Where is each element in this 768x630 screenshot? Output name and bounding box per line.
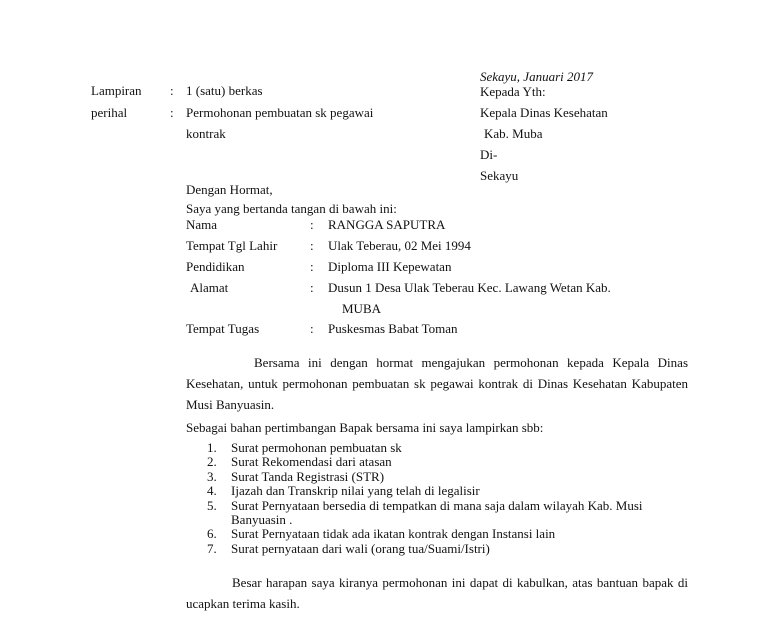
- field-label-alamat: Alamat: [190, 280, 229, 295]
- list-item-text: Surat Rekomendasi dari atasan: [231, 454, 392, 470]
- perihal-value: Permohonan pembuatan sk pegawai: [186, 105, 374, 120]
- field-label-tugas: Tempat Tugas: [186, 321, 260, 336]
- list-number: 5.: [207, 497, 217, 513]
- recipient-line: Kab. Muba: [484, 126, 543, 141]
- field-colon: :: [310, 259, 314, 274]
- list-item-text: Surat pernyataan dari wali (orang tua/Suami/Istri): [231, 540, 490, 556]
- field-label-pendidikan: Pendidikan: [186, 259, 245, 274]
- attachments-list: [207, 441, 671, 556]
- closing-paragraph-text: Besar harapan saya kiranya permohonan ini dapat di kabulkan, atas bantuan bapak di ucapkan terima kasih.: [186, 575, 688, 611]
- perihal-colon: :: [170, 105, 174, 120]
- recipient-line: Kepala Dinas Kesehatan: [480, 105, 608, 120]
- body-paragraph-text: Bersama ini dengan hormat mengajukan permohonan kepada Kepala Dinas Kesehatan, untuk permohonan pembuatan sk pegawai kontrak di Dinas Kesehatan Kabupaten Musi Banyuasin.: [186, 355, 688, 412]
- field-colon: :: [310, 280, 314, 295]
- list-number: 7.: [207, 540, 217, 556]
- recipient-line: Kepada Yth:: [480, 84, 546, 99]
- recipient-line: Di-: [480, 147, 498, 162]
- lampiran-value: 1 (satu) berkas: [186, 83, 263, 98]
- list-item: [207, 499, 671, 528]
- list-item: [207, 527, 671, 541]
- field-value-alamat-cont: MUBA: [342, 301, 382, 316]
- field-value-tugas: Puskesmas Babat Toman: [328, 321, 458, 336]
- perihal-label: perihal: [91, 105, 128, 120]
- lampiran-label: Lampiran: [91, 83, 142, 98]
- list-number: 2.: [207, 454, 217, 470]
- list-item: [207, 542, 671, 556]
- field-colon: :: [310, 321, 314, 336]
- perihal-value-cont: kontrak: [186, 126, 226, 141]
- list-item: [207, 441, 671, 455]
- list-number: 1.: [207, 440, 217, 455]
- field-value-nama: RANGGA SAPUTRA: [328, 217, 446, 232]
- list-item-text: Surat permohonan pembuatan sk: [231, 440, 402, 455]
- recipient-line: Sekayu: [480, 168, 519, 183]
- list-item: [207, 484, 671, 498]
- list-number: 3.: [207, 468, 217, 484]
- list-item: [207, 470, 671, 484]
- list-number: 6.: [207, 526, 217, 542]
- field-value-alamat: Dusun 1 Desa Ulak Teberau Kec. Lawang Wetan Kab.: [328, 280, 611, 295]
- list-item-text: Ijazah dan Transkrip nilai yang telah di legalisir: [231, 483, 480, 499]
- list-number: 4.: [207, 483, 217, 499]
- list-item-text: Surat Tanda Registrasi (STR): [231, 468, 385, 484]
- intro-text: Saya yang bertanda tangan di bawah ini:: [186, 201, 397, 216]
- closing-paragraph: [186, 572, 688, 614]
- body-paragraph: [186, 352, 688, 415]
- field-value-ttl: Ulak Teberau, 02 Mei 1994: [328, 238, 471, 253]
- letter-date: Sekayu, Januari 2017: [480, 69, 594, 84]
- field-label-ttl: Tempat Tgl Lahir: [186, 238, 278, 253]
- field-label-nama: Nama: [186, 217, 218, 232]
- list-item-text: Surat Pernyataan bersedia di tempatkan di mana saja dalam wilayah Kab. Musi Banyuasin .: [231, 497, 643, 528]
- list-item-text: Surat Pernyataan tidak ada ikatan kontrak dengan Instansi lain: [231, 526, 556, 542]
- lampiran-colon: :: [170, 83, 174, 98]
- attachments-intro: Sebagai bahan pertimbangan Bapak bersama ini saya lampirkan sbb:: [186, 420, 544, 435]
- field-colon: :: [310, 217, 314, 232]
- greeting: Dengan Hormat,: [186, 182, 273, 197]
- field-colon: :: [310, 238, 314, 253]
- list-item: [207, 455, 671, 469]
- field-value-pendidikan: Diploma III Kepewatan: [328, 259, 452, 274]
